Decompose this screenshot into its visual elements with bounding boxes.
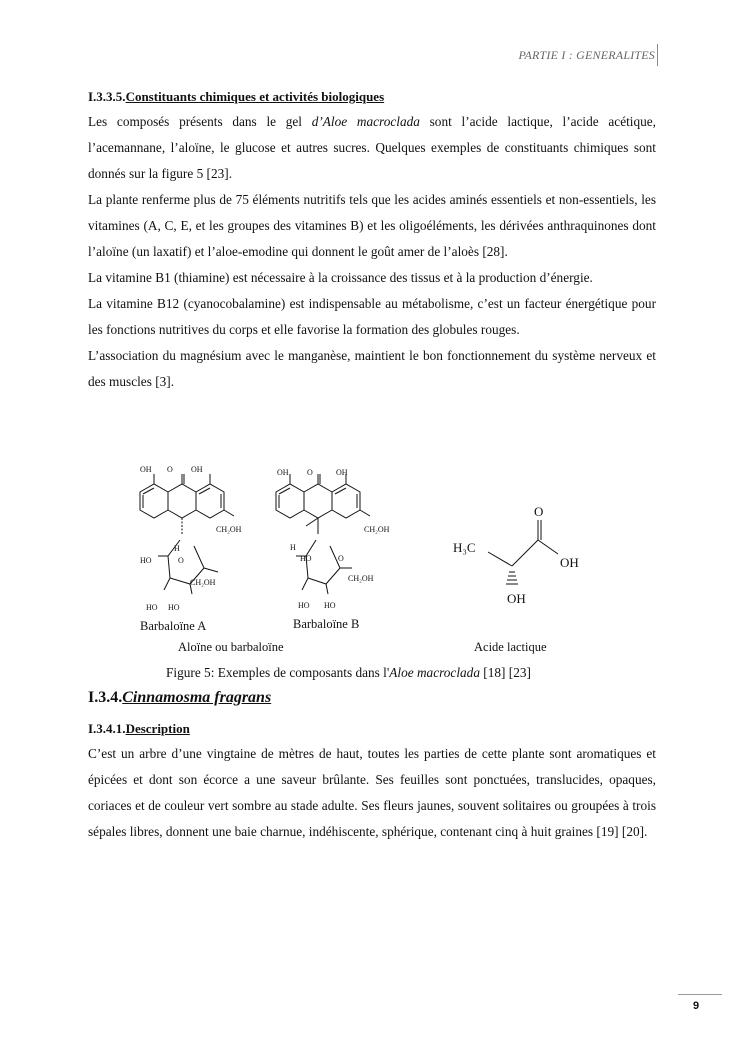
atom-h3c: H₃C bbox=[453, 540, 476, 555]
barbaloin-a-structure bbox=[140, 474, 234, 594]
running-header: PARTIE I : GENERALITES bbox=[518, 48, 655, 62]
footer-divider bbox=[678, 994, 722, 995]
section-title: Constituants chimiques et activités biologiques bbox=[125, 89, 385, 104]
atom-ho: HO bbox=[140, 556, 152, 565]
label-lactic-acid: Acide lactique bbox=[474, 640, 547, 654]
atom-oh: OH bbox=[507, 591, 526, 606]
section-title: Cinnamosma fragrans bbox=[122, 689, 272, 706]
atom-o: O bbox=[534, 504, 544, 519]
section-number: I.3.4. bbox=[88, 689, 123, 706]
section-body-constituants bbox=[88, 109, 656, 395]
atom-ho: HO bbox=[168, 603, 180, 612]
paragraph-1: Les composés présents dans le gel d’Aloe macroclada sont l’acide lactique, l’acide acétique, l’acemannane, l’aloïne, le glucose et autres sucres. Quelques exemples de constituants chimiques sont donnés sur la figure 5 [23]. bbox=[88, 114, 657, 181]
atom-ch2oh: CH₂OH bbox=[348, 574, 374, 583]
atom-ch2oh: CH₂OH bbox=[190, 578, 216, 587]
label-barbaloin-b: Barbaloïne B bbox=[293, 617, 360, 631]
figure-5 bbox=[88, 462, 656, 662]
figure-caption: Figure 5: Exemples de composants dans l'Aloe macroclada [18] [23] bbox=[166, 665, 531, 680]
atom-oh: OH bbox=[277, 468, 289, 477]
atom-o: O bbox=[307, 468, 313, 477]
atom-oh: OH bbox=[336, 468, 348, 477]
atom-oh: OH bbox=[140, 465, 152, 474]
atom-o: O bbox=[167, 465, 173, 474]
lactic-acid-structure bbox=[488, 520, 558, 584]
atom-oh: OH bbox=[191, 465, 203, 474]
atom-o: O bbox=[338, 554, 344, 563]
section-heading-constituants bbox=[88, 89, 656, 105]
section-heading-cinnamosma bbox=[88, 689, 271, 707]
header-divider bbox=[657, 44, 658, 66]
atom-h: H bbox=[174, 544, 180, 553]
paragraph-4: La vitamine B12 (cyanocobalamine) est indispensable au métabolisme, c’est un facteur énergétique pour les fonctions nutritives du corps et elle favorise la formation des globules rouges. bbox=[88, 296, 656, 337]
paragraph-description: C’est un arbre d’une vingtaine de mètres de haut, toutes les parties de cette plante sont aromatiques et épicées et dont son écorce a une saveur brûlante. Ses feuilles sont ponctuées, translucides, opaques, coriaces et de couleur vert sombre au stade adulte. Ses fleurs jaunes, souvent solitaires ou groupées à trois sépales libres, donnent une baie charnue, indéhiscente, sphérique, contenant cinq à huit graines [19] [20]. bbox=[88, 746, 656, 839]
atom-ho: HO bbox=[300, 554, 312, 563]
paragraph-2: La plante renferme plus de 75 éléments nutritifs tels que les acides aminés essentiels et non-essentiels, les vitamines (A, C, E, et les groupes des vitamines B) et les oligoéléments, les dérivées anthraquinones dont l’aloïne (un laxatif) et l’aloe-emodine qui donnent le goût amer de l’aloès [28]. bbox=[88, 192, 656, 259]
section-number: I.3.3.5. bbox=[88, 89, 126, 104]
paragraph-3: La vitamine B1 (thiamine) est nécessaire à la croissance des tissus et à la production d’énergie. bbox=[88, 270, 593, 285]
section-title: Description bbox=[125, 721, 190, 736]
label-barbaloin-a: Barbaloïne A bbox=[140, 619, 207, 633]
atom-ch2oh: CH₂OH bbox=[364, 525, 390, 534]
paragraph-5: L’association du magnésium avec le manganèse, maintient le bon fonctionnement du système nerveux et des muscles [3]. bbox=[88, 348, 656, 389]
atom-ho: HO bbox=[298, 601, 310, 610]
label-aloin: Aloïne ou barbaloïne bbox=[178, 640, 284, 654]
section-heading-description bbox=[88, 721, 656, 737]
page-number: 9 bbox=[693, 1000, 700, 1012]
atom-ho: HO bbox=[324, 601, 336, 610]
section-number: I.3.4.1. bbox=[88, 721, 126, 736]
atom-ch2oh: CH₂OH bbox=[216, 525, 242, 534]
section-body-description bbox=[88, 741, 656, 845]
atom-h: H bbox=[290, 543, 296, 552]
atom-oh: OH bbox=[560, 555, 579, 570]
atom-ho: HO bbox=[146, 603, 158, 612]
atom-o: O bbox=[178, 556, 184, 565]
